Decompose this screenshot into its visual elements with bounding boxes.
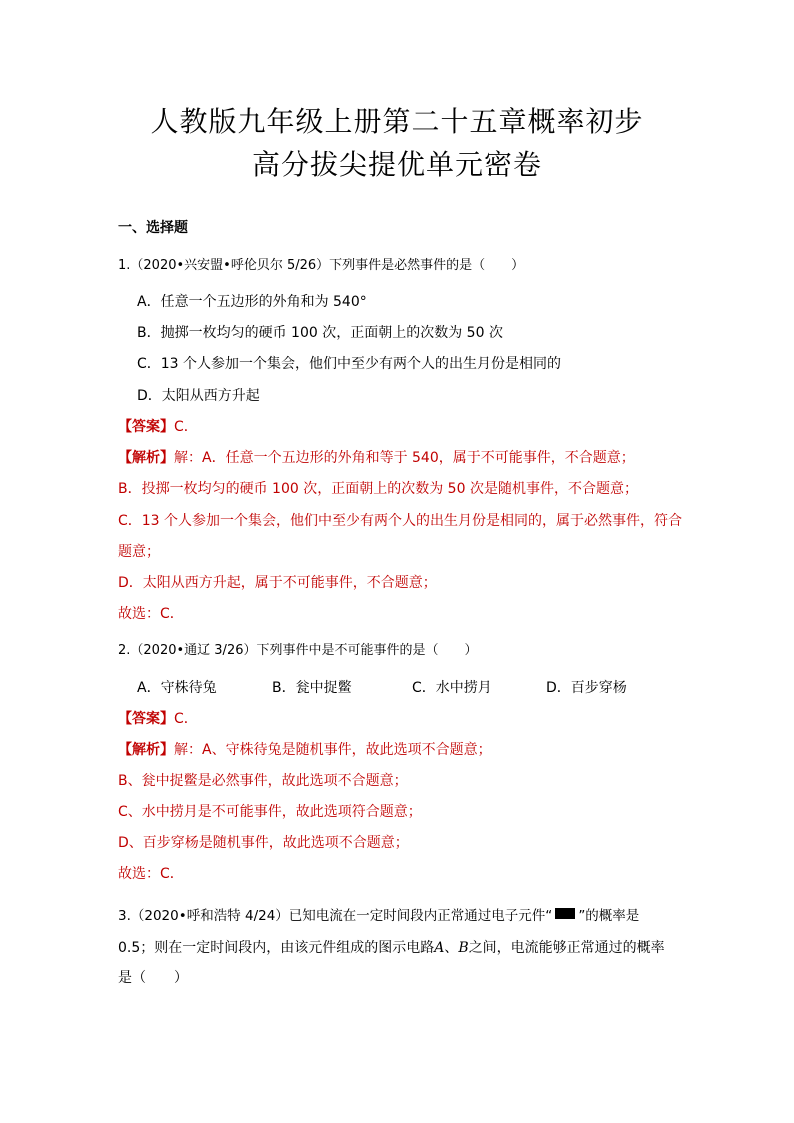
answer-value: C． [174, 419, 198, 435]
q1-analysis-line-3b: 题意； [118, 544, 160, 560]
q3-stem-line-1 [118, 904, 639, 924]
q1-option-b: B．抛掷一枚均匀的硬币 100 次，正面朝上的次数为 50 次 [137, 325, 503, 341]
q2-analysis-line-4: D、百步穿杨是随机事件，故此选项不合题意； [118, 835, 409, 851]
q2-analysis-line-1 [118, 739, 492, 759]
q1-answer [118, 416, 198, 436]
q1-analysis-line-4: D．太阳从西方升起，属于不可能事件，不合题意； [118, 575, 437, 591]
q1-stem: 1.（2020•兴安盟•呼伦贝尔 5/26）下列事件是必然事件的是（ ） [118, 258, 525, 273]
q1-option-d: D．太阳从西方升起 [137, 388, 260, 404]
q3-stem-part-2: ”的概率是 [578, 908, 640, 924]
q2-answer [118, 708, 198, 728]
q2-option-c: C．水中捞月 [412, 680, 492, 696]
q2-option-b: B．瓮中捉鳖 [272, 680, 352, 696]
electronic-component-symbol [555, 908, 575, 919]
document-title-line-1: 人教版九年级上册第二十五章概率初步 [150, 105, 644, 138]
q3-stem-part-1: 3.（2020•呼和浩特 4/24）已知电流在一定时间段内正常通过电子元件“ [118, 908, 553, 924]
q1-option-c: C．13 个人参加一个集会，他们中至少有两个人的出生月份是相同的 [137, 356, 562, 372]
section-heading: 一、选择题 [118, 220, 188, 236]
q1-option-a: A．任意一个五边形的外角和为 540° [137, 294, 367, 310]
q1-conclusion: 故选：C． [118, 606, 184, 622]
q3-line2-part-2: 之间，电流能够正常通过的概率 [468, 940, 665, 956]
answer-tag: 【答案】 [118, 419, 174, 435]
analysis-tag: 【解析】 [118, 742, 174, 758]
answer-tag: 【答案】 [118, 711, 174, 727]
q1-analysis-line-1 [118, 447, 635, 467]
q3-line2-part-1: 0.5；则在一定时间段内，由该元件组成的图示电路 [118, 940, 435, 956]
analysis-text: 解：A．任意一个五边形的外角和等于 540，属于不可能事件，不合题意； [174, 450, 635, 466]
answer-value: C． [174, 711, 198, 727]
document-title-line-2: 高分拔尖提优单元密卷 [251, 148, 542, 181]
q2-stem: 2.（2020•通辽 3/26）下列事件中是不可能事件的是（ ） [118, 643, 478, 658]
q2-analysis-line-2: B、瓮中捉鳖是必然事件，故此选项不合题意； [118, 773, 408, 789]
point-b-label: B [458, 940, 469, 956]
analysis-text: 解：A、守株待兔是随机事件，故此选项不合题意； [174, 742, 492, 758]
q1-analysis-line-3: C．13 个人参加一个集会，他们中至少有两个人的出生月份是相同的，属于必然事件，符合 [118, 513, 683, 529]
separator: 、 [444, 940, 459, 956]
q3-stem-line-2 [118, 937, 665, 957]
analysis-tag: 【解析】 [118, 450, 174, 466]
q2-option-d: D．百步穿杨 [546, 680, 627, 696]
point-a-label: A [434, 940, 445, 956]
q2-option-a: A．守株待兔 [137, 680, 217, 696]
q2-analysis-line-3: C、水中捞月是不可能事件，故此选项符合题意； [118, 804, 422, 820]
q1-analysis-line-2: B．投掷一枚均匀的硬币 100 次，正面朝上的次数为 50 次是随机事件，不合题意； [118, 481, 638, 497]
q3-stem-line-3: 是（ ） [118, 970, 188, 986]
q2-conclusion: 故选：C． [118, 866, 184, 882]
